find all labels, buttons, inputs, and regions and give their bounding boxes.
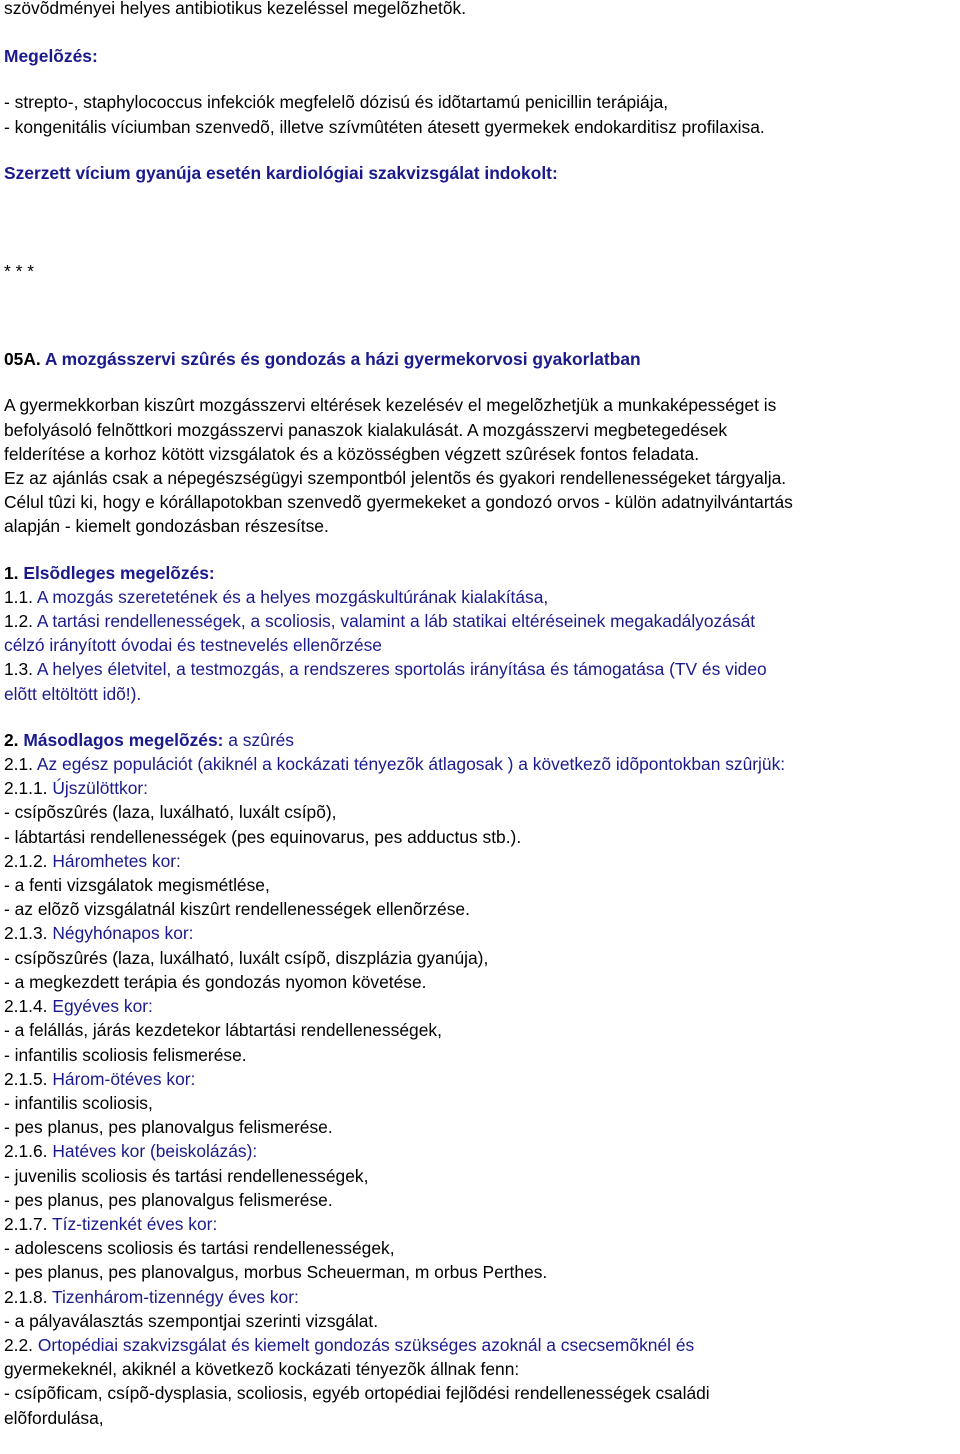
line-text: Egyéves kor: bbox=[52, 996, 153, 1017]
secondary-line: - a megkezdett terápia és gondozás nyomon követése. bbox=[4, 971, 427, 992]
spacer bbox=[4, 233, 960, 259]
secondary-prevention-heading bbox=[4, 728, 960, 752]
intro-line: alapján - kiemelt gondozásban részesítse. bbox=[4, 516, 329, 537]
spacer bbox=[4, 539, 960, 561]
primary-line bbox=[4, 682, 960, 706]
section-title bbox=[4, 347, 960, 371]
spacer bbox=[4, 139, 960, 161]
prevention-item: - kongenitális víciumban szenvedõ, illetve szívmûtéten átesett gyermekek endokarditisz profilaxisa. bbox=[4, 116, 765, 137]
line-text: A mozgás szeretetének és a helyes mozgáskultúrának kialakítása, bbox=[36, 586, 549, 607]
cardio-note: Szerzett vícium gyanúja esetén kardiológiai szakvizsgálat indokolt: bbox=[4, 162, 558, 183]
line-number: 2.1.6. bbox=[4, 1141, 53, 1162]
spacer bbox=[4, 20, 960, 44]
spacer bbox=[4, 185, 960, 233]
section-number: 05A. bbox=[4, 349, 41, 370]
spacer bbox=[4, 371, 960, 393]
section-separator: * * * bbox=[4, 261, 34, 282]
secondary-line: - infantilis scoliosis felismerése. bbox=[4, 1044, 247, 1065]
line-text: Ortopédiai szakvizsgálat és kiemelt gondozás szükséges azoknál a csecsemõknél és bbox=[37, 1334, 695, 1355]
spacer bbox=[4, 283, 960, 341]
line-text: Tizenhárom-tizennégy éves kor: bbox=[52, 1286, 299, 1307]
secondary-line bbox=[4, 994, 960, 1018]
intro-line: felderítése a korhoz kötött vizsgálatok és a közösségben végzett szûrések fontos feladata. bbox=[4, 443, 700, 464]
secondary-line: - pes planus, pes planovalgus felismerése. bbox=[4, 1117, 333, 1138]
line-number: 1.3. bbox=[4, 659, 34, 680]
secondary-line bbox=[4, 776, 960, 800]
line-number: 2.1.4. bbox=[4, 996, 53, 1017]
intro-tail-text: szövõdményei helyes antibiotikus kezeléssel megelõzhetõk. bbox=[4, 0, 467, 18]
intro-line: A gyermekkorban kiszûrt mozgásszervi eltérések kezelésév el megelõzhetjük a munkaképességet is bbox=[4, 395, 777, 416]
secondary-number: 2. bbox=[4, 729, 19, 750]
intro-line: befolyásoló felnõttkori mozgásszervi panaszok kialakulását. A mozgásszervi megbetegedések bbox=[4, 419, 728, 440]
line-text: A helyes életvitel, a testmozgás, a rendszeres sportolás irányítása és támogatása (TV és video bbox=[36, 659, 767, 680]
secondary-line: - infantilis scoliosis, bbox=[4, 1092, 153, 1113]
line-number: 2.1.1. bbox=[4, 778, 53, 799]
secondary-line: - adolescens scoliosis és tartási rendellenességek, bbox=[4, 1238, 395, 1259]
line-text: Hatéves kor (beiskolázás): bbox=[52, 1141, 258, 1162]
line-text: Újszülöttkor: bbox=[52, 778, 149, 799]
line-text: Az egész populációt (akiknél a kockázati tényezõk átlagosak ) a következõ idõpontokban szûrjük: bbox=[36, 754, 786, 775]
secondary-line: - az elõzõ vizsgálatnál kiszûrt rendellenességek ellenõrzése. bbox=[4, 899, 470, 920]
line-number: 2.1.8. bbox=[4, 1286, 53, 1307]
primary-prevention-heading bbox=[4, 561, 960, 585]
document-page bbox=[4, 0, 960, 1430]
line-number: 2.1.7. bbox=[4, 1213, 53, 1234]
secondary-line bbox=[4, 1139, 960, 1163]
line-number: 1.2. bbox=[4, 611, 34, 632]
primary-line bbox=[4, 657, 960, 681]
primary-label: Elsõdleges megelõzés: bbox=[23, 562, 215, 583]
line-number: 2.1. bbox=[4, 754, 37, 775]
line-number: 2.1.2. bbox=[4, 850, 53, 871]
secondary-line bbox=[4, 921, 960, 945]
primary-line bbox=[4, 633, 960, 657]
secondary-line bbox=[4, 752, 960, 776]
secondary-line: - juvenilis scoliosis és tartási rendellenességek, bbox=[4, 1165, 369, 1186]
line-text: Tíz-tizenkét éves kor: bbox=[52, 1213, 218, 1234]
secondary-line bbox=[4, 1333, 960, 1357]
line-text: Négyhónapos kor: bbox=[52, 923, 194, 944]
line-text: A tartási rendellenességek, a scoliosis, valamint a láb statikai eltéréseinek megakadályozását bbox=[36, 611, 756, 632]
primary-line bbox=[4, 585, 960, 609]
secondary-line bbox=[4, 1285, 960, 1309]
secondary-line bbox=[4, 1067, 960, 1091]
secondary-line: - pes planus, pes planovalgus, morbus Scheuerman, m orbus Perthes. bbox=[4, 1262, 548, 1283]
secondary-line: - a felállás, járás kezdetekor lábtartási rendellenességek, bbox=[4, 1020, 442, 1041]
secondary-line: elõfordulása, bbox=[4, 1407, 104, 1428]
spacer bbox=[4, 706, 960, 728]
secondary-line: - csípõficam, csípõ-dysplasia, scoliosis, egyéb ortopédiai fejlõdési rendellenességek családi bbox=[4, 1383, 710, 1404]
prevention-item: - strepto-, staphylococcus infekciók megfelelõ dózisú és idõtartamú penicillin terápiája, bbox=[4, 92, 669, 113]
line-text: Háromhetes kor: bbox=[52, 850, 181, 871]
line-text: célzó irányított óvodai és testnevelés ellenõrzése bbox=[4, 635, 382, 656]
secondary-line bbox=[4, 1212, 960, 1236]
secondary-line: gyermekeknél, akiknél a következõ kockázati tényezõk állnak fenn: bbox=[4, 1359, 520, 1380]
line-number: 2.2. bbox=[4, 1334, 38, 1355]
secondary-line: - a fenti vizsgálatok megismétlése, bbox=[4, 875, 270, 896]
line-text: Három-ötéves kor: bbox=[52, 1068, 196, 1089]
secondary-line: - csípõszûrés (laza, luxálható, luxált csípõ), bbox=[4, 802, 337, 823]
intro-line: Célul tûzi ki, hogy e kórállapotokban szenvedõ gyermekeket a gondozó orvos - külön adatnyilvántartás bbox=[4, 492, 793, 513]
line-number: 2.1.3. bbox=[4, 923, 53, 944]
secondary-line: - pes planus, pes planovalgus felismerése. bbox=[4, 1189, 333, 1210]
line-number: 2.1.5. bbox=[4, 1068, 53, 1089]
secondary-line: - a pályaválasztás szempontjai szerinti vizsgálat. bbox=[4, 1310, 379, 1331]
intro-line: Ez az ajánlás csak a népegészségügyi szempontból jelentõs és gyakori rendellenességeket tárgyalja. bbox=[4, 468, 787, 489]
secondary-label: Másodlagos megelõzés: bbox=[23, 729, 224, 750]
secondary-line: - lábtartási rendellenességek (pes equinovarus, pes adductus stb.). bbox=[4, 826, 522, 847]
secondary-suffix: a szûrés bbox=[228, 729, 294, 750]
prevention-heading: Megelõzés: bbox=[4, 46, 98, 67]
primary-line bbox=[4, 609, 960, 633]
secondary-line bbox=[4, 849, 960, 873]
line-number: 1.1. bbox=[4, 586, 34, 607]
secondary-line: - csípõszûrés (laza, luxálható, luxált csípõ, diszplázia gyanúja), bbox=[4, 947, 489, 968]
primary-number: 1. bbox=[4, 562, 19, 583]
line-text: elõtt eltöltött idõ!). bbox=[4, 683, 142, 704]
spacer bbox=[4, 68, 960, 90]
section-title-text: A mozgásszervi szûrés és gondozás a házi gyermekorvosi gyakorlatban bbox=[44, 349, 641, 370]
secondary-lines bbox=[4, 752, 960, 1430]
